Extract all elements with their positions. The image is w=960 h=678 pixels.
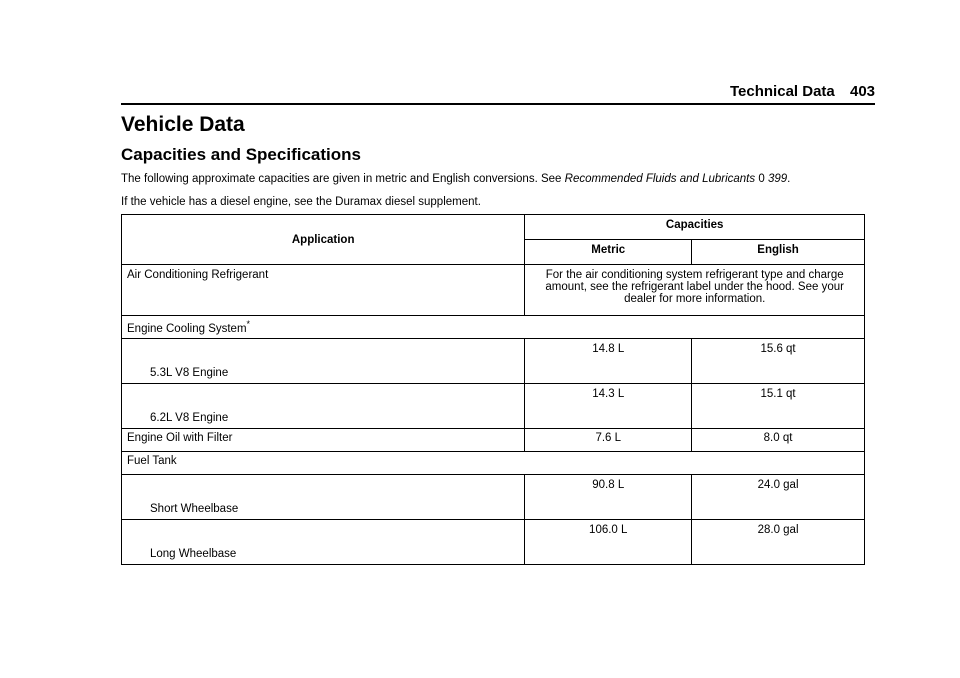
section-label: Fuel Tank — [122, 452, 865, 475]
table-row — [122, 265, 865, 316]
diesel-note: If the vehicle has a diesel engine, see the Duramax diesel supplement. — [121, 196, 481, 208]
page-number: 403 — [850, 83, 876, 100]
section-heading: Capacities and Specifications — [121, 145, 361, 164]
metric-value: 14.3 L — [525, 384, 692, 429]
table-row — [122, 339, 865, 384]
metric-value: 14.8 L — [525, 339, 692, 384]
english-value: 28.0 gal — [692, 520, 865, 565]
metric-header: Metric — [525, 240, 692, 265]
metric-value: 90.8 L — [525, 475, 692, 520]
header-divider — [121, 103, 875, 105]
page-ref-icon: 0 — [758, 173, 765, 185]
english-value: 15.1 qt — [692, 384, 865, 429]
english-header: English — [692, 240, 865, 265]
row-label: Short Wheelbase — [122, 475, 525, 520]
row-label: Long Wheelbase — [122, 520, 525, 565]
metric-value: 106.0 L — [525, 520, 692, 565]
english-value: 24.0 gal — [692, 475, 865, 520]
running-header-title: Technical Data — [730, 83, 835, 100]
capacities-table — [121, 214, 865, 565]
table-row — [122, 384, 865, 429]
intro-paragraph — [121, 173, 871, 185]
table-row — [122, 429, 865, 452]
metric-value: 7.6 L — [525, 429, 692, 452]
application-header: Application — [122, 215, 525, 265]
page-heading: Vehicle Data — [121, 113, 245, 136]
ac-refrigerant-note: For the air conditioning system refrigerant type and charge amount, see the refrigerant label under the hood. See your dealer for more information. — [525, 265, 865, 316]
intro-end: . — [787, 173, 791, 185]
table-row — [122, 475, 865, 520]
english-value: 15.6 qt — [692, 339, 865, 384]
row-label: 5.3L V8 Engine — [122, 339, 525, 384]
table-row — [122, 520, 865, 565]
cross-reference-link[interactable]: Recommended Fluids and Lubricants — [564, 173, 756, 185]
english-value: 8.0 qt — [692, 429, 865, 452]
footnote-marker: * — [246, 319, 251, 329]
row-label: Engine Oil with Filter — [122, 429, 525, 452]
row-label: 6.2L V8 Engine — [122, 384, 525, 429]
row-label: Air Conditioning Refrigerant — [122, 265, 525, 316]
intro-text: The following approximate capacities are given in metric and English conversions. See — [121, 173, 562, 185]
table-row — [122, 452, 865, 475]
section-label: Engine Cooling System* — [122, 316, 865, 339]
capacities-header: Capacities — [525, 215, 865, 240]
table-row — [122, 316, 865, 339]
page-reference[interactable]: 399 — [767, 173, 788, 185]
